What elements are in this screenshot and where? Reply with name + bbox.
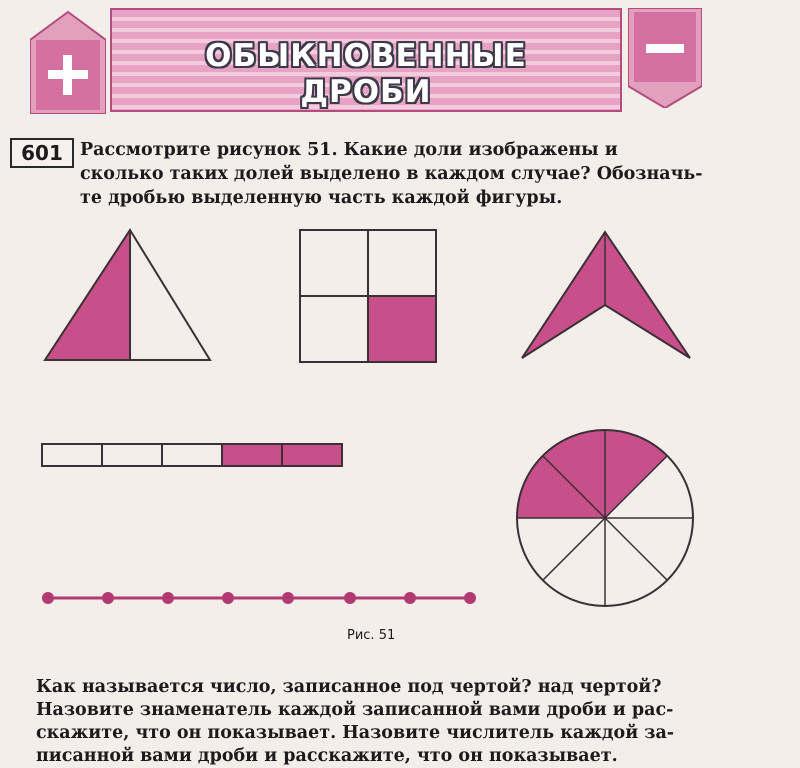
task-line: Рассмотрите рисунок 51. Какие доли изображены и bbox=[80, 140, 618, 160]
square-shaded-quarter bbox=[368, 296, 436, 362]
task-line: те дробью выделенную часть каждой фигуры. bbox=[80, 188, 563, 208]
circle-shaded-sector bbox=[605, 430, 667, 518]
question-paragraph bbox=[36, 676, 716, 768]
task-line: сколько таких долей выделено в каждом случае? Обозначь- bbox=[80, 164, 703, 184]
segment-point bbox=[344, 592, 356, 604]
segment-point bbox=[222, 592, 234, 604]
question-line: скажите, что он показывает. Назовите числитель каждой за- bbox=[36, 723, 675, 743]
task-number: 601 bbox=[10, 138, 74, 168]
figure-caption: Рис. 51 bbox=[347, 628, 396, 643]
circle-eighths-figure bbox=[517, 430, 693, 606]
question-line: Назовите знаменатель каждой записанной вами дроби и рас- bbox=[36, 700, 674, 720]
chapter-title-line1: ОБЫКНОВЕННЫЕ bbox=[205, 38, 527, 74]
square-quarters-figure bbox=[300, 230, 436, 362]
strip-fifths-figure bbox=[42, 444, 342, 466]
segment-figure bbox=[42, 592, 476, 604]
chapter-title-line2: ДРОБИ bbox=[300, 74, 432, 110]
segment-point bbox=[404, 592, 416, 604]
question-line: писанной вами дроби и расскажите, что он показывает. bbox=[36, 746, 618, 766]
segment-point bbox=[162, 592, 174, 604]
segment-point bbox=[282, 592, 294, 604]
segment-point bbox=[102, 592, 114, 604]
triangle-half-figure bbox=[45, 230, 210, 360]
segment-point bbox=[464, 592, 476, 604]
arrow-shape-figure bbox=[522, 232, 690, 358]
segment-point bbox=[42, 592, 54, 604]
question-line: Как называется число, записанное под чертой? над чертой? bbox=[36, 677, 662, 697]
